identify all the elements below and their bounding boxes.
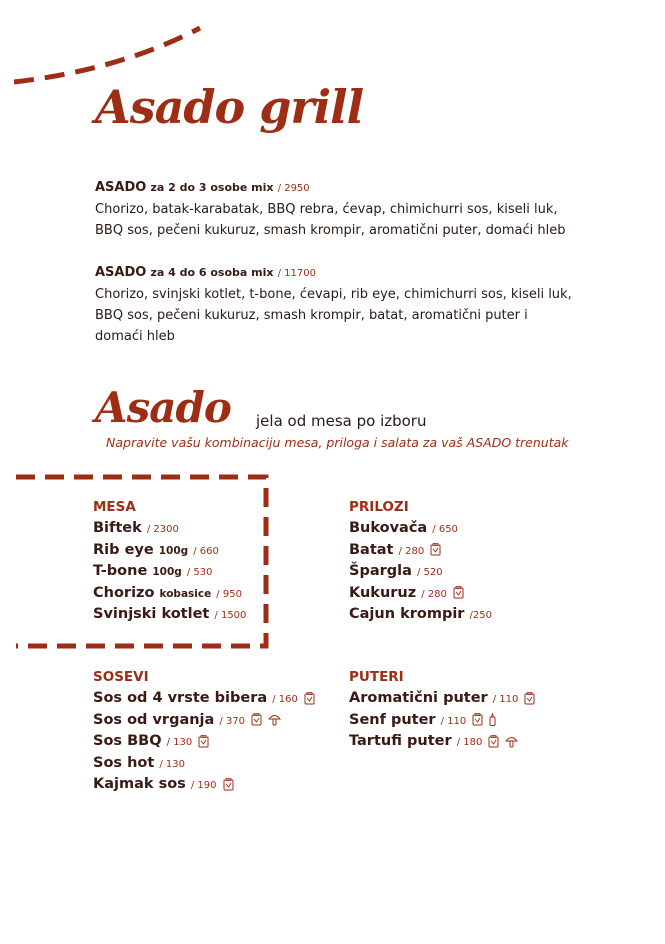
item-name: Svinjski kotlet <box>93 606 210 622</box>
item-price: / 1500 <box>214 610 247 621</box>
item-name: Batat <box>349 541 394 558</box>
item-name: Sos od 4 vrste bibera <box>93 690 268 706</box>
vegetarian-icon <box>488 735 499 748</box>
vegetarian-icon <box>524 692 535 705</box>
item-name: Senf puter <box>349 711 436 728</box>
item-price: / 130 <box>159 758 186 770</box>
menu-item <box>349 731 599 753</box>
item-price: / 110 <box>440 715 467 727</box>
section-heading: PRILOZI <box>349 499 409 515</box>
combo-description-line: Chorizo, batak-karabatak, BBQ rebra, ćevap, chimichurri sos, kiseli luk, <box>95 202 558 217</box>
section-subtitle: jela od mesa po izboru <box>256 412 427 430</box>
vegetarian-icon <box>453 586 464 599</box>
menu-item <box>93 604 343 626</box>
item-name: Cajun krompir <box>349 606 465 622</box>
item-name: Sos od vrganja <box>93 711 215 728</box>
item-price: / 530 <box>186 567 213 578</box>
prilozi-section <box>349 498 599 626</box>
section-title: Asado <box>95 383 231 432</box>
combo-description-line: BBQ sos, pečeni kukuruz, smash krompir, batat, aromatični puter i <box>95 308 528 323</box>
menu-item <box>93 518 343 540</box>
mushroom-icon <box>505 735 518 748</box>
mustard-icon <box>489 713 496 726</box>
item-name: Kukuruz <box>349 584 417 601</box>
mushroom-icon <box>268 713 281 726</box>
menu-item <box>349 604 599 626</box>
item-price: /250 <box>469 610 492 621</box>
item-name: Sos BBQ <box>93 733 162 749</box>
section-heading: SOSEVI <box>93 669 149 685</box>
combo-price: / 11700 <box>277 268 316 279</box>
combo-2-3 <box>95 177 595 241</box>
menu-item <box>93 710 343 732</box>
combo-name: ASADO <box>95 180 147 195</box>
vegetarian-icon <box>304 692 315 705</box>
item-price: / 520 <box>416 567 443 578</box>
item-name: Chorizo <box>93 584 155 601</box>
item-price: / 280 <box>398 545 425 557</box>
combo-description-line: Chorizo, svinjski kotlet, t-bone, ćevapi, rib eye, chimichurri sos, kiseli luk, <box>95 287 572 302</box>
vegetarian-icon <box>472 713 483 726</box>
item-name: Rib eye <box>93 541 154 558</box>
menu-item <box>349 540 599 562</box>
menu-item <box>93 731 343 753</box>
item-name: Aromatični puter <box>349 690 488 706</box>
menu-item <box>349 518 599 540</box>
combo-name: ASADO <box>95 265 147 280</box>
menu-item <box>93 774 343 796</box>
combo-qualifier: za 4 do 6 osoba mix <box>150 266 274 279</box>
item-price: / 160 <box>272 694 298 705</box>
item-note: 100g <box>152 566 182 578</box>
item-price: / 2300 <box>146 524 179 535</box>
menu-item <box>93 561 343 583</box>
item-price: / 660 <box>193 545 219 557</box>
combo-price: / 2950 <box>277 183 310 194</box>
puteri-section <box>349 668 599 753</box>
item-price: / 370 <box>219 715 246 727</box>
section-tagline: Napravite vašu kombinaciju mesa, priloga i salata za vaš ASADO trenutak <box>106 435 569 450</box>
sosevi-section <box>93 668 343 796</box>
item-note: 100g <box>158 544 189 557</box>
page-title: Asado grill <box>95 80 364 134</box>
combo-4-6 <box>95 262 595 347</box>
mesa-section <box>93 498 343 626</box>
combo-description-line: domaći hleb <box>95 329 175 344</box>
section-heading: MESA <box>93 499 136 515</box>
item-name: T-bone <box>93 563 148 579</box>
item-name: Bukovača <box>349 520 428 536</box>
section-heading: PUTERI <box>349 669 404 685</box>
item-price: / 110 <box>492 694 519 705</box>
item-price: / 190 <box>190 780 217 791</box>
item-price: / 130 <box>166 737 193 748</box>
item-price: / 280 <box>421 588 447 600</box>
vegetarian-icon <box>198 735 209 748</box>
item-name: Kajmak sos <box>93 776 186 792</box>
item-name: Špargla <box>349 563 412 579</box>
item-name: Tartufi puter <box>349 733 452 749</box>
item-name: Biftek <box>93 520 142 536</box>
menu-item <box>93 583 343 605</box>
menu-item <box>93 753 343 775</box>
vegetarian-icon <box>251 713 262 726</box>
vegetarian-icon <box>223 778 234 791</box>
item-price: / 650 <box>432 524 458 535</box>
item-note: kobasice <box>159 587 212 600</box>
menu-item <box>349 688 599 710</box>
vegetarian-icon <box>430 543 441 556</box>
menu-item <box>349 583 599 605</box>
menu-item <box>349 710 599 732</box>
item-price: / 950 <box>216 588 242 600</box>
item-name: Sos hot <box>93 754 155 771</box>
menu-item <box>93 688 343 710</box>
item-price: / 180 <box>456 737 483 748</box>
menu-item <box>349 561 599 583</box>
combo-qualifier: za 2 do 3 osobe mix <box>150 181 274 194</box>
menu-item <box>93 540 343 562</box>
combo-description-line: BBQ sos, pečeni kukuruz, smash krompir, aromatični puter, domaći hleb <box>95 223 566 238</box>
